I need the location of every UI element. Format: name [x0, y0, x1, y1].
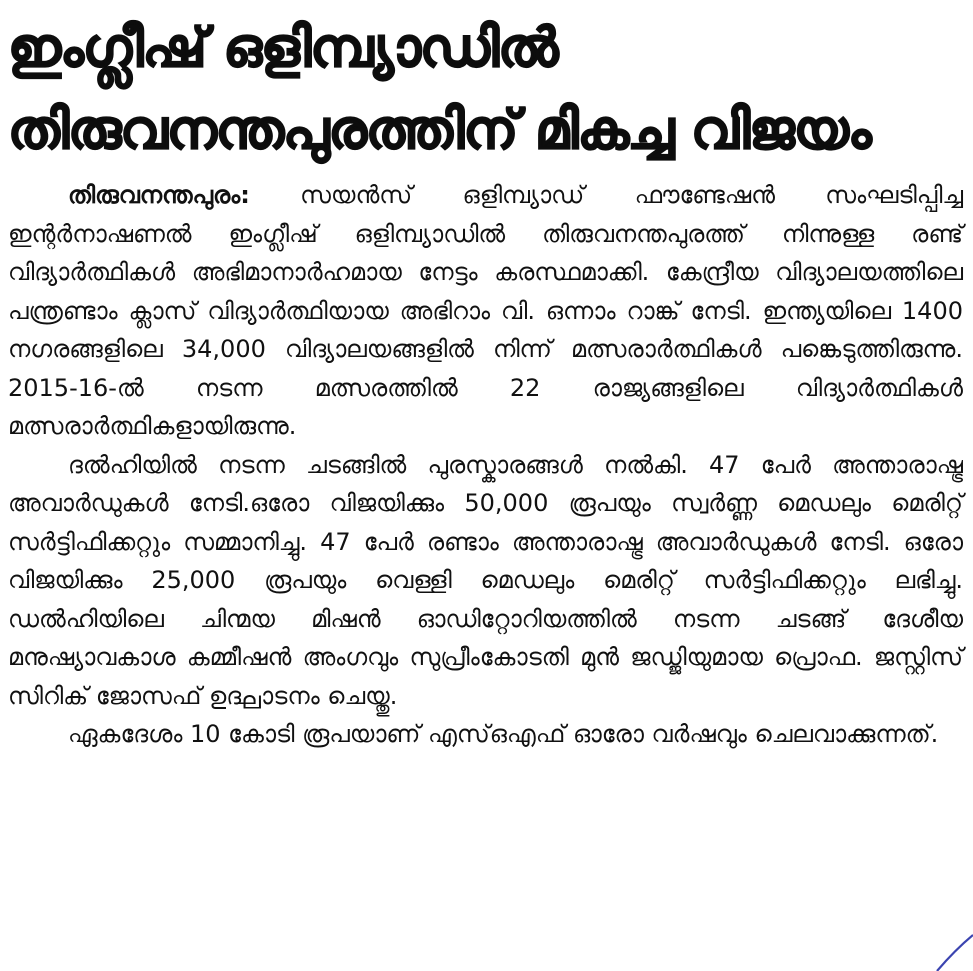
paragraph-1-text: സയൻസ് ഒളിമ്പ്യാഡ് ഫൗണ്ടേഷൻ സംഘടിപ്പിച്ച ഇന്റർനാഷണൽ ഇംഗ്ലീഷ് ഒളിമ്പ്യാഡിൽ തിരുവനന്തപുരത്ത് നിന്നുള്ള രണ്ട് വിദ്യാർത്ഥികൾ അഭിമാനാർഹമായ നേട്ടം കരസ്ഥമാക്കി. കേന്ദ്രീയ വിദ്യാലയത്തിലെ പന്ത്രണ്ടാം ക്ലാസ് വിദ്യാർത്ഥിയായ അഭിറാം വി. ഒന്നാം റാങ്ക് നേടി. ഇന്ത്യയിലെ 1400 നഗരങ്ങളിലെ 34,000 വിദ്യാലയങ്ങളിൽ നിന്ന് മത്സരാർത്ഥികൾ പങ്കെടുത്തിരുന്നു. 2015-16-ൽ നടന്ന മത്സരത്തിൽ 22 രാജ്യങ്ങളിലെ വിദ്യാർത്ഥികൾ മത്സരാർത്ഥികളായിരുന്നു.	[8, 181, 963, 440]
paragraph-2: ദൽഹിയിൽ നടന്ന ചടങ്ങിൽ പുരസ്കാരങ്ങൾ നൽകി. 47 പേർ അന്താരാഷ്ട്ര അവാർഡുകൾ നേടി.ഒരോ വിജയിക്കും 50,000 രൂപയും സ്വർണ്ണ മെഡലും മെരിറ്റ് സർട്ടിഫിക്കറ്റും സമ്മാനിച്ചു. 47 പേർ രണ്ടാം അന്താരാഷ്ട്ര അവാർഡുകൾ നേടി. ഒരോ വിജയിക്കും 25,000 രൂപയും വെള്ളി മെഡലും മെരിറ്റ് സർട്ടിഫിക്കറ്റും ലഭിച്ചു. ഡൽഹിയിലെ ചിന്മയ മിഷൻ ഓഡിറ്റോറിയത്തിൽ നടന്ന ചടങ്ങ് ദേശീയ മനുഷ്യാവകാശ കമ്മീഷൻ അംഗവും സുപ്രീംകോടതി മുൻ ജഡ്ജിയുമായ പ്രൊഫ. ജസ്റ്റിസ് സിറിക് ജോസഫ് ഉദ്ഘാടനം ചെയ്തു.	[8, 450, 963, 710]
dateline: തിരുവനന്തപുരം:	[68, 181, 250, 209]
article-body	[8, 176, 963, 754]
headline-line-1: ഇംഗ്ലീഷ് ഒളിമ്പ്യാഡിൽ	[8, 16, 558, 79]
pen-mark	[913, 921, 973, 971]
headline-line-2: തിരുവനന്തപുരത്തിന് മികച്ച വിജയം	[8, 98, 871, 161]
paragraph-3: ഏകദേശം 10 കോടി രൂപയാണ് എസ്ഒഎഫ് ഓരോ വർഷവും ചെലവാക്കുന്നത്.	[68, 720, 939, 748]
paragraph-1	[8, 176, 963, 446]
